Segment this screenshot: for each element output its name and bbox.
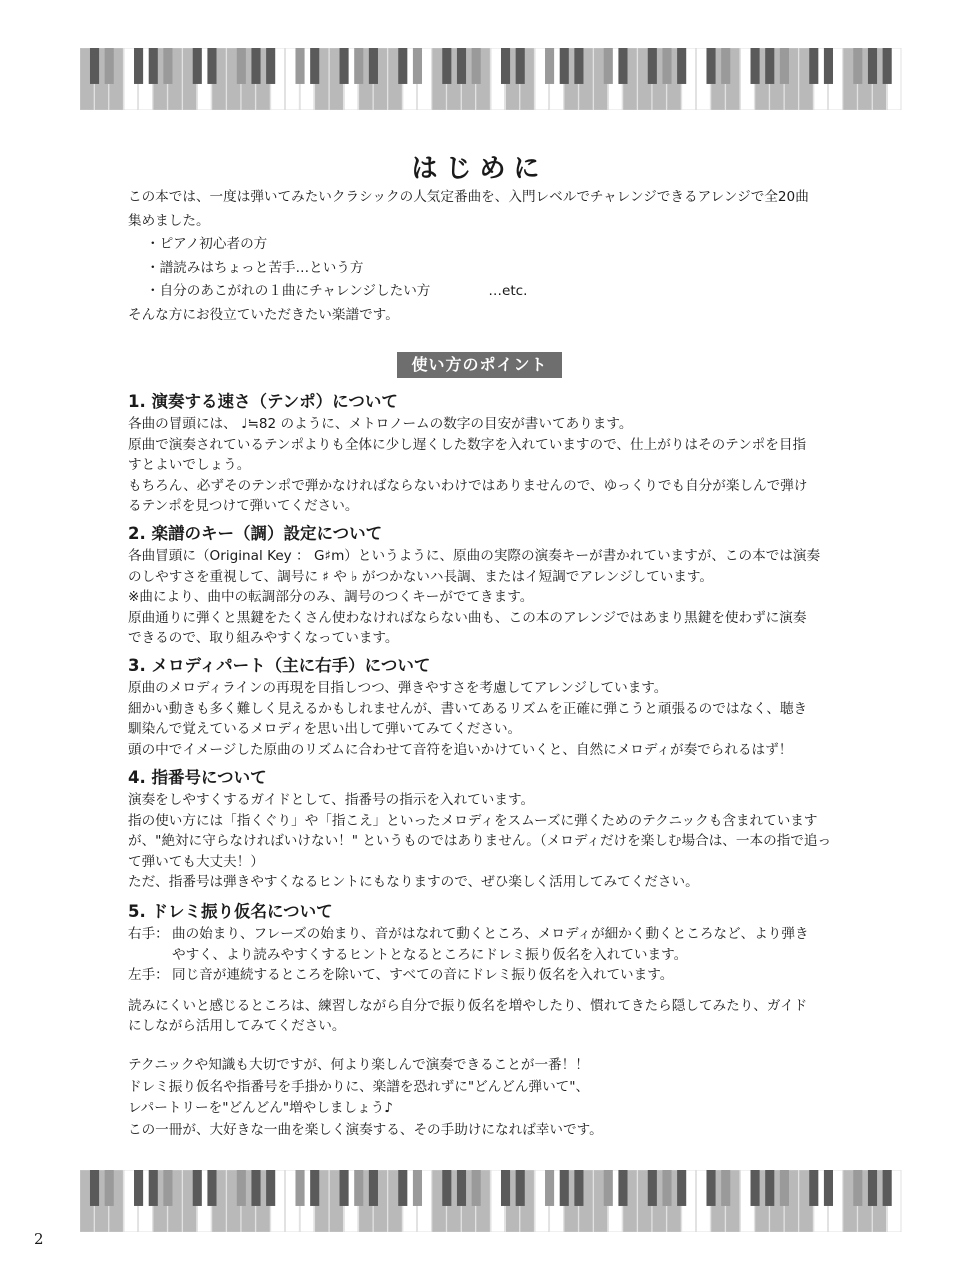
black-key bbox=[780, 1170, 789, 1206]
usage-points-banner: 使い方のポイント bbox=[397, 352, 562, 378]
section-heading: 4. 指番号について bbox=[128, 768, 267, 787]
black-key bbox=[662, 48, 671, 84]
black-key bbox=[472, 48, 481, 84]
intro-line: 集めました。 bbox=[128, 212, 210, 229]
keyboard-graphic bbox=[80, 1170, 902, 1232]
section-line: にしながら活用してみてください。 bbox=[128, 1018, 346, 1035]
left-hand-label: 左手： bbox=[128, 967, 169, 984]
black-key bbox=[721, 48, 730, 84]
black-key bbox=[516, 48, 525, 84]
left-hand-note bbox=[128, 965, 838, 986]
black-key bbox=[545, 1170, 554, 1206]
section-line: のしやすさを重視して、調号に ♯ や ♭ がつかないハ長調、またはイ短調でアレンジしています。 bbox=[128, 568, 714, 585]
section-line: 曲の始まり、フレーズの始まり、音がはなれて動くところ、メロディが細かく動くところなど、より弾き bbox=[172, 926, 809, 942]
black-key bbox=[237, 1170, 246, 1206]
section-tempo bbox=[128, 390, 838, 517]
black-key bbox=[751, 48, 760, 84]
section-line: 各曲冒頭に（Original Key ： G♯m）というように、原曲の実際の演奏キーが書かれていますが、この本では演奏 bbox=[128, 548, 821, 564]
closing-line: ドレミ振り仮名や指番号を手掛かりに、楽譜を恐れずに"どんどん弾いて"、 bbox=[128, 1078, 590, 1095]
black-key bbox=[442, 48, 451, 84]
black-key bbox=[751, 1170, 760, 1206]
black-key bbox=[618, 1170, 627, 1206]
black-key bbox=[354, 48, 363, 84]
section-solfege bbox=[128, 900, 838, 1037]
closing-line: レパートリーを"どんどん"増やしましょう♪ bbox=[128, 1100, 393, 1116]
black-key bbox=[149, 1170, 158, 1206]
section-heading: 3. メロディパート（主に右手）について bbox=[128, 656, 431, 675]
page-number: 2 bbox=[34, 1230, 44, 1248]
section-line: 演奏をしやすくするガイドとして、指番号の指示を入れています。 bbox=[128, 792, 535, 808]
right-hand-note bbox=[128, 924, 838, 965]
intro-bullet: ・自分のあこがれの１曲にチャレンジしたい方 bbox=[146, 283, 431, 300]
closing-line: この一冊が、大好きな一曲を楽しく演奏する、その手助けになれば幸いです。 bbox=[128, 1121, 603, 1138]
section-heading: 5. ドレミ振り仮名について bbox=[128, 902, 333, 921]
page-title: はじめに bbox=[411, 154, 548, 184]
black-key bbox=[501, 1170, 510, 1206]
section-line: 頭の中でイメージした原曲のリズムに合わせて音符を追いかけていくと、自然にメロディが奏でられるはず！ bbox=[128, 741, 793, 758]
intro-block bbox=[128, 186, 838, 328]
intro-closing: そんな方にお役立ていただきたい楽譜です。 bbox=[128, 306, 399, 323]
black-key bbox=[662, 1170, 671, 1206]
black-key bbox=[369, 1170, 378, 1206]
black-key bbox=[824, 1170, 833, 1206]
black-key bbox=[868, 48, 877, 84]
keyboard-graphic bbox=[80, 48, 902, 110]
black-key bbox=[765, 48, 774, 84]
black-key bbox=[237, 48, 246, 84]
black-key bbox=[677, 48, 686, 84]
black-key bbox=[706, 48, 715, 84]
black-key bbox=[413, 1170, 422, 1206]
section-key bbox=[128, 522, 838, 649]
section-body bbox=[128, 678, 838, 760]
black-key bbox=[134, 48, 143, 84]
section-line: るテンポを見つけて弾いてください。 bbox=[128, 498, 359, 515]
black-key bbox=[574, 48, 583, 84]
section-line: 指の使い方には「指くぐり」や「指こえ」といったメロディをスムーズに弾くためのテクニックも含まれています bbox=[128, 812, 818, 829]
intro-bullet: ・譜読みはちょっと苦手…という方 bbox=[146, 259, 364, 276]
black-key bbox=[134, 1170, 143, 1206]
section-line: 原曲通りに弾くと黒鍵をたくさん使わなければならない曲も、この本のアレンジではあまり黒鍵を使わずに演奏 bbox=[128, 609, 807, 626]
section-body bbox=[128, 414, 838, 517]
black-key bbox=[163, 1170, 172, 1206]
black-key bbox=[354, 1170, 363, 1206]
black-key bbox=[105, 48, 114, 84]
black-key bbox=[853, 1170, 862, 1206]
section-line: 細かい動きも多く難しく見えるかもしれませんが、書いてあるリズムを正確に弾こうと頑張るのではなく、聴き bbox=[128, 700, 808, 717]
black-key bbox=[266, 1170, 275, 1206]
section-body bbox=[128, 790, 838, 893]
black-key bbox=[780, 48, 789, 84]
black-key bbox=[545, 48, 554, 84]
black-key bbox=[193, 48, 202, 84]
section-line: ※曲により、曲中の転調部分のみ、調号のつくキーがでてきます。 bbox=[128, 589, 534, 606]
black-key bbox=[824, 48, 833, 84]
black-key bbox=[560, 48, 569, 84]
closing-block bbox=[128, 1055, 838, 1141]
section-line: 読みにくいと感じるところは、練習しながら自分で振り仮名を増やしたり、慣れてきたら隠してみたり、ガイド bbox=[128, 997, 808, 1014]
intro-line: この本では、一度は弾いてみたいクラシックの人気定番曲を、入門レベルでチャレンジできるアレンジで全20曲 bbox=[128, 189, 809, 205]
black-key bbox=[721, 1170, 730, 1206]
black-key bbox=[398, 48, 407, 84]
black-key bbox=[369, 48, 378, 84]
black-key bbox=[648, 1170, 657, 1206]
section-fingering bbox=[128, 766, 838, 893]
section-line: 原曲で演奏されているテンポよりも全体に少し遅くした数字を入れていますので、仕上がりはそのテンポを目指 bbox=[128, 436, 807, 453]
black-key bbox=[207, 1170, 216, 1206]
etc-text: …etc. bbox=[488, 283, 528, 300]
black-key bbox=[266, 48, 275, 84]
section-line: やすく、より読みやすくするヒントとなるところにドレミ振り仮名を入れています。 bbox=[172, 946, 688, 963]
black-key bbox=[163, 48, 172, 84]
black-key bbox=[251, 1170, 260, 1206]
black-key bbox=[90, 1170, 99, 1206]
section-body bbox=[128, 546, 838, 649]
section-line: できるので、取り組みやすくなっています。 bbox=[128, 630, 399, 647]
black-key bbox=[251, 48, 260, 84]
intro-bullet-with-etc bbox=[128, 280, 838, 304]
black-key bbox=[809, 1170, 818, 1206]
section-line: て弾いても大丈夫！） bbox=[128, 853, 264, 870]
black-key bbox=[442, 1170, 451, 1206]
black-key bbox=[398, 1170, 407, 1206]
piano-keyboard-top-decoration bbox=[80, 48, 902, 110]
black-key bbox=[809, 48, 818, 84]
section-line: もちろん、必ずそのテンポで弾かなければならないわけではありませんので、ゆっくりでも自分が楽しんで弾け bbox=[128, 477, 808, 494]
section-heading: 2. 楽譜のキー（調）設定について bbox=[128, 524, 383, 543]
black-key bbox=[501, 48, 510, 84]
black-key bbox=[516, 1170, 525, 1206]
section-melody bbox=[128, 654, 838, 760]
closing-line: テクニックや知識も大切ですが、何より楽しんで演奏できることが一番！！ bbox=[128, 1057, 589, 1073]
intro-bullet: ・ピアノ初心者の方 bbox=[146, 236, 268, 253]
section-line: 同じ音が連続するところを除いて、すべての音にドレミ振り仮名を入れています。 bbox=[172, 967, 674, 984]
black-key bbox=[295, 48, 304, 84]
black-key bbox=[295, 1170, 304, 1206]
black-key bbox=[853, 48, 862, 84]
black-key bbox=[883, 48, 892, 84]
black-key bbox=[472, 1170, 481, 1206]
section-line: ただ、指番号は弾きやすくなるヒントにもなりますので、ぜひ楽しく活用してみてください。 bbox=[128, 874, 699, 891]
black-key bbox=[648, 48, 657, 84]
black-key bbox=[149, 48, 158, 84]
black-key bbox=[868, 1170, 877, 1206]
black-key bbox=[457, 1170, 466, 1206]
black-key bbox=[413, 48, 422, 84]
black-key bbox=[105, 1170, 114, 1206]
black-key bbox=[310, 1170, 319, 1206]
black-key bbox=[457, 48, 466, 84]
section-body bbox=[128, 924, 838, 1037]
black-key bbox=[883, 1170, 892, 1206]
black-key bbox=[765, 1170, 774, 1206]
black-key bbox=[193, 1170, 202, 1206]
section-heading: 1. 演奏する速さ（テンポ）について bbox=[128, 392, 398, 411]
black-key bbox=[560, 1170, 569, 1206]
black-key bbox=[618, 48, 627, 84]
black-key bbox=[340, 48, 349, 84]
black-key bbox=[677, 1170, 686, 1206]
black-key bbox=[604, 48, 613, 84]
black-key bbox=[706, 1170, 715, 1206]
section-line: 各曲の冒頭には、 ♩≒82 のように、メトロノームの数字の目安が書いてあります。 bbox=[128, 416, 633, 432]
section-line: 原曲のメロディラインの再現を目指しつつ、弾きやすさを考慮してアレンジしています。 bbox=[128, 680, 668, 696]
right-hand-label: 右手： bbox=[128, 926, 169, 942]
section-line: 馴染んで覚えているメロディを思い出して弾いてみてください。 bbox=[128, 721, 522, 738]
black-key bbox=[340, 1170, 349, 1206]
black-key bbox=[604, 1170, 613, 1206]
section-line: が、"絶対に守らなければいけない！" というものではありません。（メロディだけを楽しむ場合は、一本の指で追っ bbox=[128, 833, 832, 850]
piano-keyboard-bottom-decoration bbox=[80, 1170, 902, 1232]
black-key bbox=[90, 48, 99, 84]
black-key bbox=[310, 48, 319, 84]
black-key bbox=[207, 48, 216, 84]
black-key bbox=[574, 1170, 583, 1206]
section-line: すとよいでしょう。 bbox=[128, 457, 251, 474]
